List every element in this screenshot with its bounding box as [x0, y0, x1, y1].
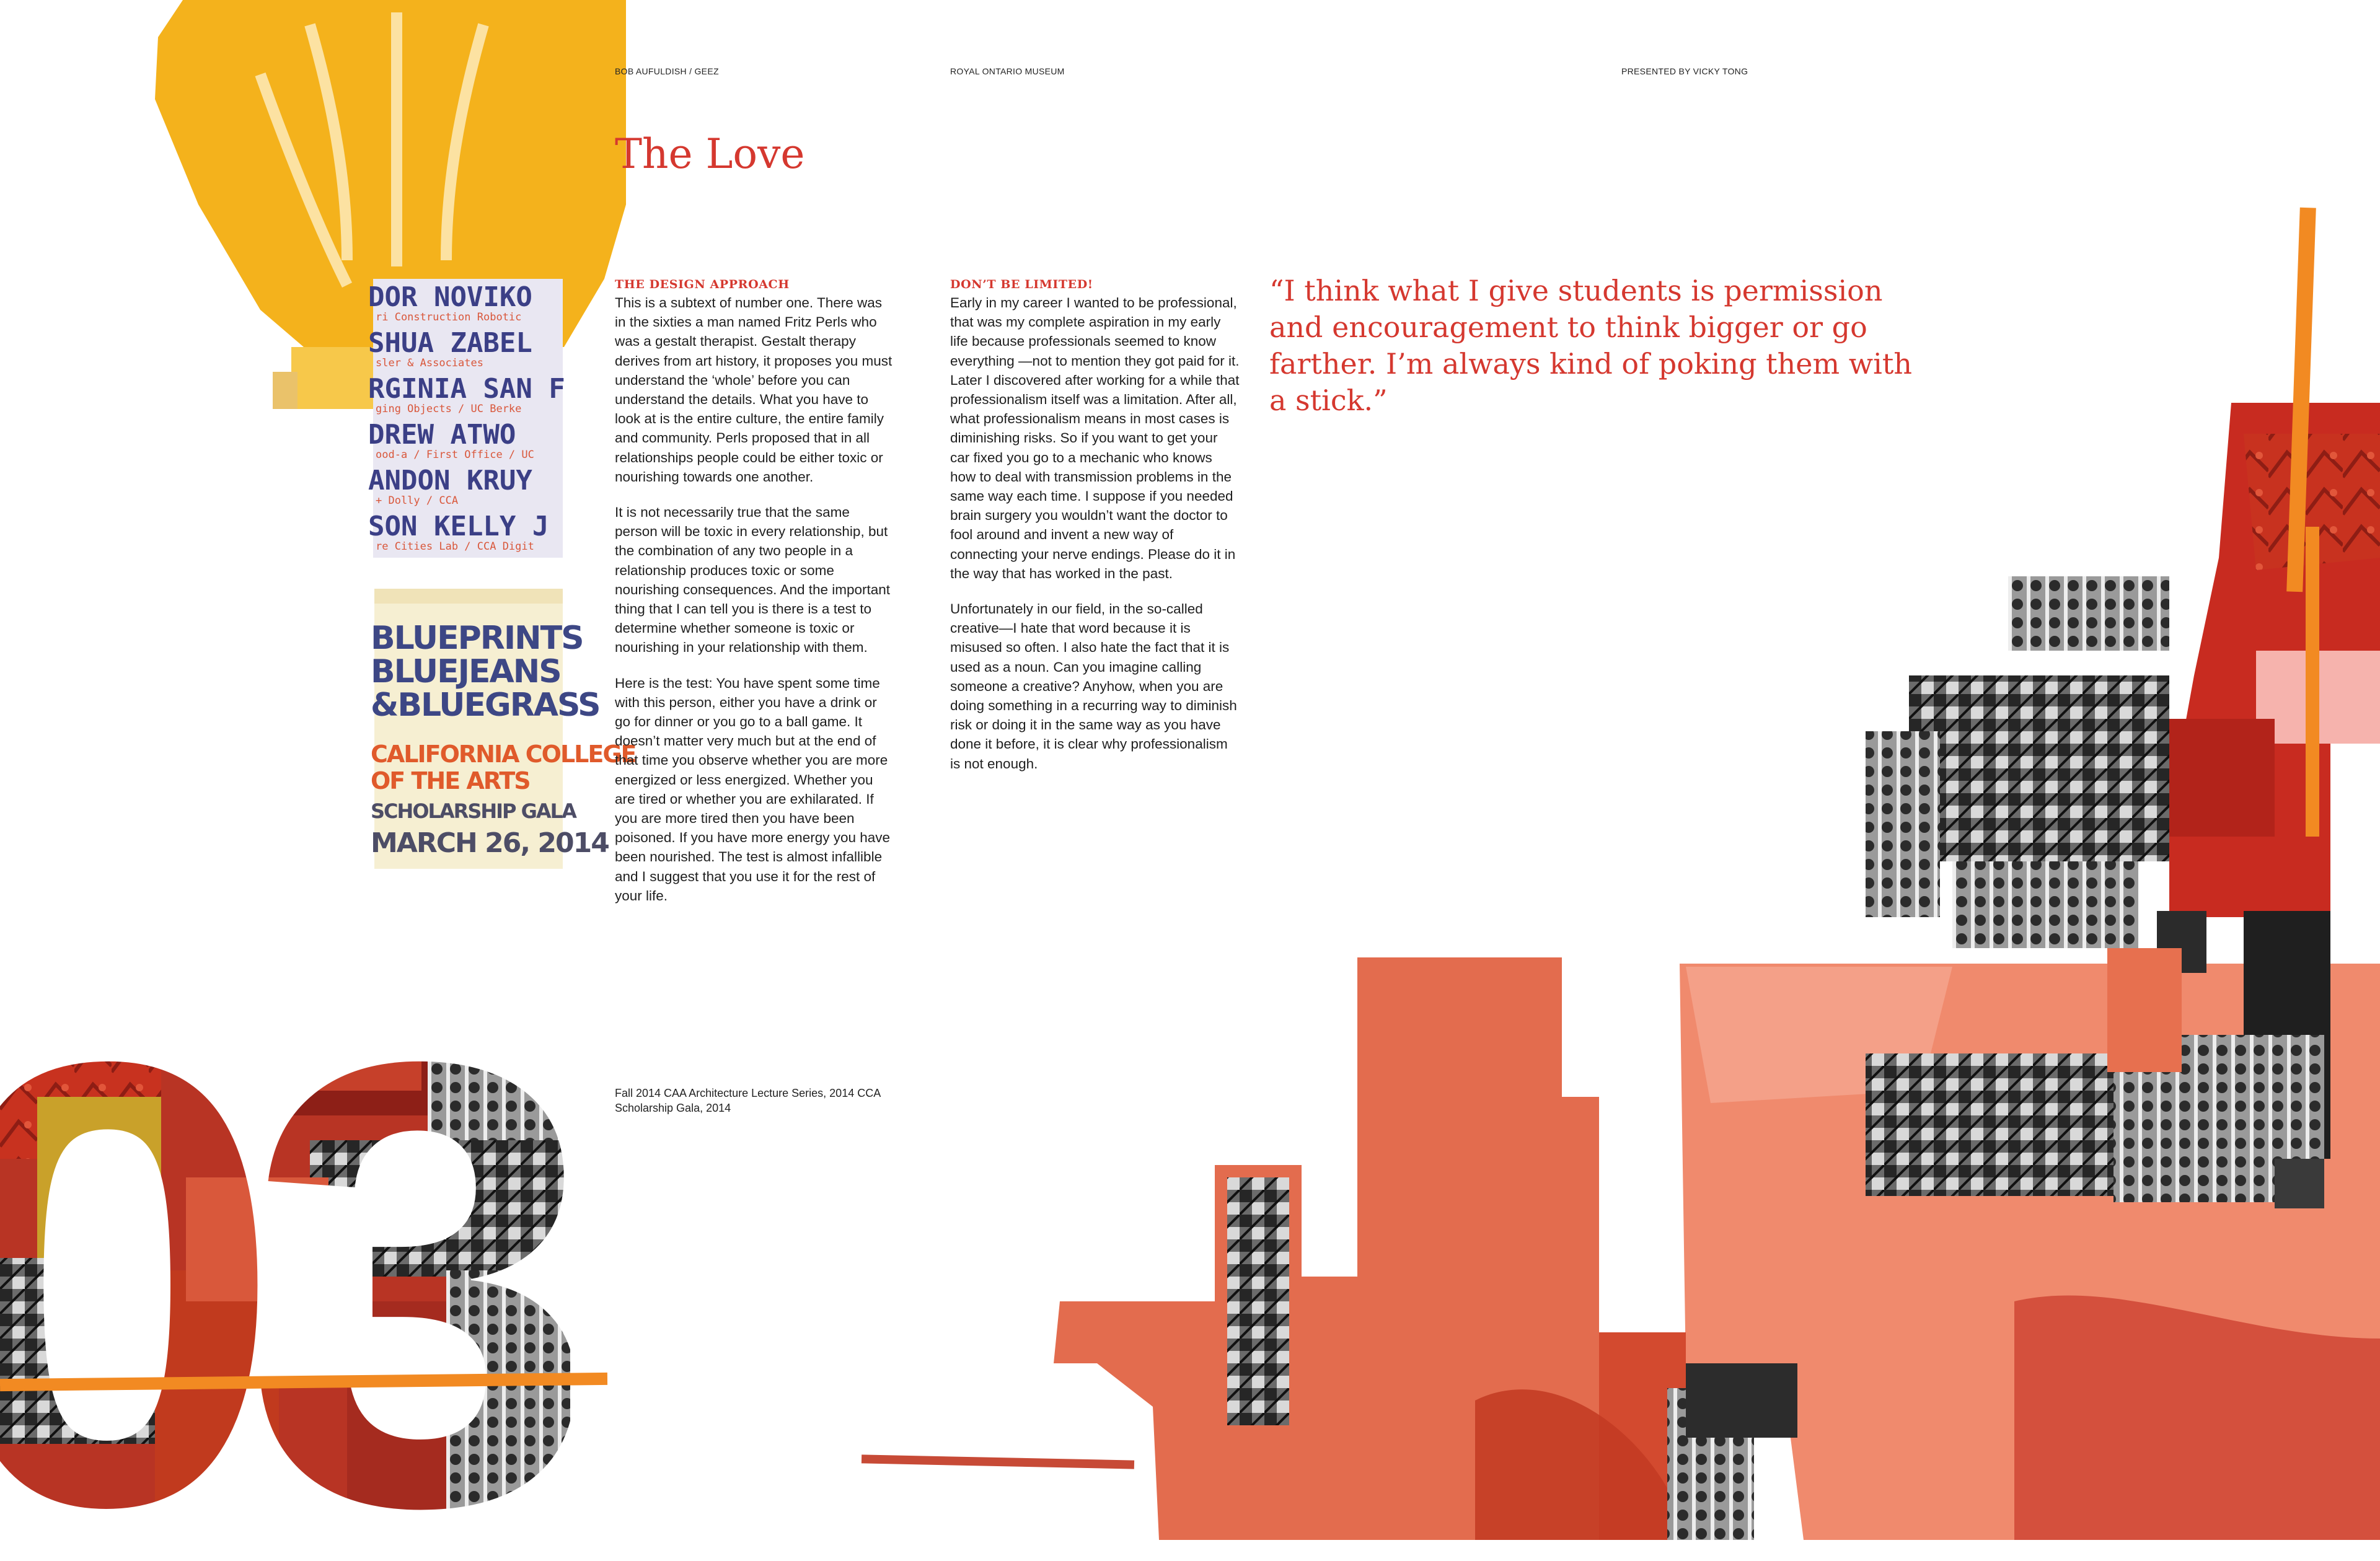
column-design-approach — [615, 276, 892, 921]
paragraph: It is not necessarily true that the same person will be toxic in every relationship, but the combination of any two people in a relationship produces toxic or some nourishing consequences. And the important thing that I can tell you is there is a test to determine whether someone is toxic or nourishing in your relationship with them. — [615, 504, 891, 656]
section-number-03 — [0, 892, 570, 1540]
poster-row: DREW ATWO ood-a / First Office / UC — [368, 419, 534, 461]
poster-line: CALIFORNIA COLLEGE — [371, 741, 636, 768]
page-title: The Love — [615, 130, 805, 178]
paragraph: Early in my career I wanted to be professional, that was my complete aspiration in my early life because professionals seemed to know everything —not to mention they got paid for it. Later I discovered after working for a while that professionalism itself was a limitation. After all, what professionalism means in most cases is diminishing risks. So if you want to get your car fixed you go to a mechanic who knows how to deal with transmission problems in the same way each time. I suppose if you needed brain surgery you wouldn’t want the doctor to fool around and invent a new way of connecting your nerve endings. Please do it in the way that has worked in the past. — [950, 295, 1240, 581]
paragraph: Unfortunately in our field, in the so-called creative—I hate that word because it is misused so often. I also hate the fact that it is used as a noun. Can you imagine calling someone a creative? Anyhow, when you are doing something in a recurring way to diminish risk or doing it in the same way as you have done it before, it is clear why professionalism is not enough. — [950, 601, 1237, 772]
poster-row: RGINIA SAN F ging Objects / UC Berke — [368, 373, 565, 415]
section-heading: THE DESIGN APPROACH — [615, 278, 790, 291]
header-right: PRESENTED BY VICKY TONG — [1621, 66, 1748, 76]
poster-line: OF THE ARTS — [371, 767, 530, 794]
paragraph: Here is the test: You have spent some time with this person, either you have a drink or go for dinner or you go to a ball game. It doesn’t matter very much but at the end of that time you observe whether you are more energized or less energized. Whether you are tired or whether you are exhilarated. If you are more tired then you have been poisoned. If you have more energy you have been nourished. The test is almost infallible and I suggest that you use it for the rest of your life. — [615, 675, 891, 904]
poster-line: SCHOLARSHIP GALA — [371, 799, 576, 823]
poster-line: BLUEJEANS — [371, 653, 561, 690]
poster-row: SON KELLY J re Cities Lab / CCA Digit — [368, 511, 549, 553]
poster-row: SHUA ZABEL sler & Associates — [368, 327, 532, 369]
poster-line: MARCH 26, 2014 — [371, 827, 609, 859]
header-left: BOB AUFULDISH / GEEZ — [615, 66, 719, 76]
paragraph: This is a subtext of number one. There was in the sixties a man named Fritz Perls who was a gestalt therapist. Gestalt therapy derives from art history, it proposes you must understand the ‘whole’ before you can understand the details. What you have to look at is the entire culture, the entire family and community. Perls proposed that in all relationships people could be either toxic or nourishing towards one another. — [615, 295, 892, 485]
column-dont-be-limited — [950, 276, 1240, 789]
section-heading: DON’T BE LIMITED! — [950, 278, 1093, 291]
poster-row: ANDON KRUY + Dolly / CCA — [368, 465, 532, 507]
poster-row: DOR NOVIKO ri Construction Robotic — [368, 281, 532, 323]
image-caption: Fall 2014 CAA Architecture Lecture Series, 2014 CCA Scholarship Gala, 2014 — [615, 1087, 881, 1114]
poster-line: BLUEPRINTS — [371, 620, 583, 657]
speaker-poster — [368, 279, 565, 558]
poster-line: &BLUEGRASS — [371, 687, 600, 724]
header-center: ROYAL ONTARIO MUSEUM — [950, 66, 1065, 76]
gala-poster — [371, 589, 636, 869]
pull-quote: “I think what I give students is permission and encouragement to think bigger or go farther. I’m always kind of poking them with a stick.” — [1269, 274, 1912, 417]
